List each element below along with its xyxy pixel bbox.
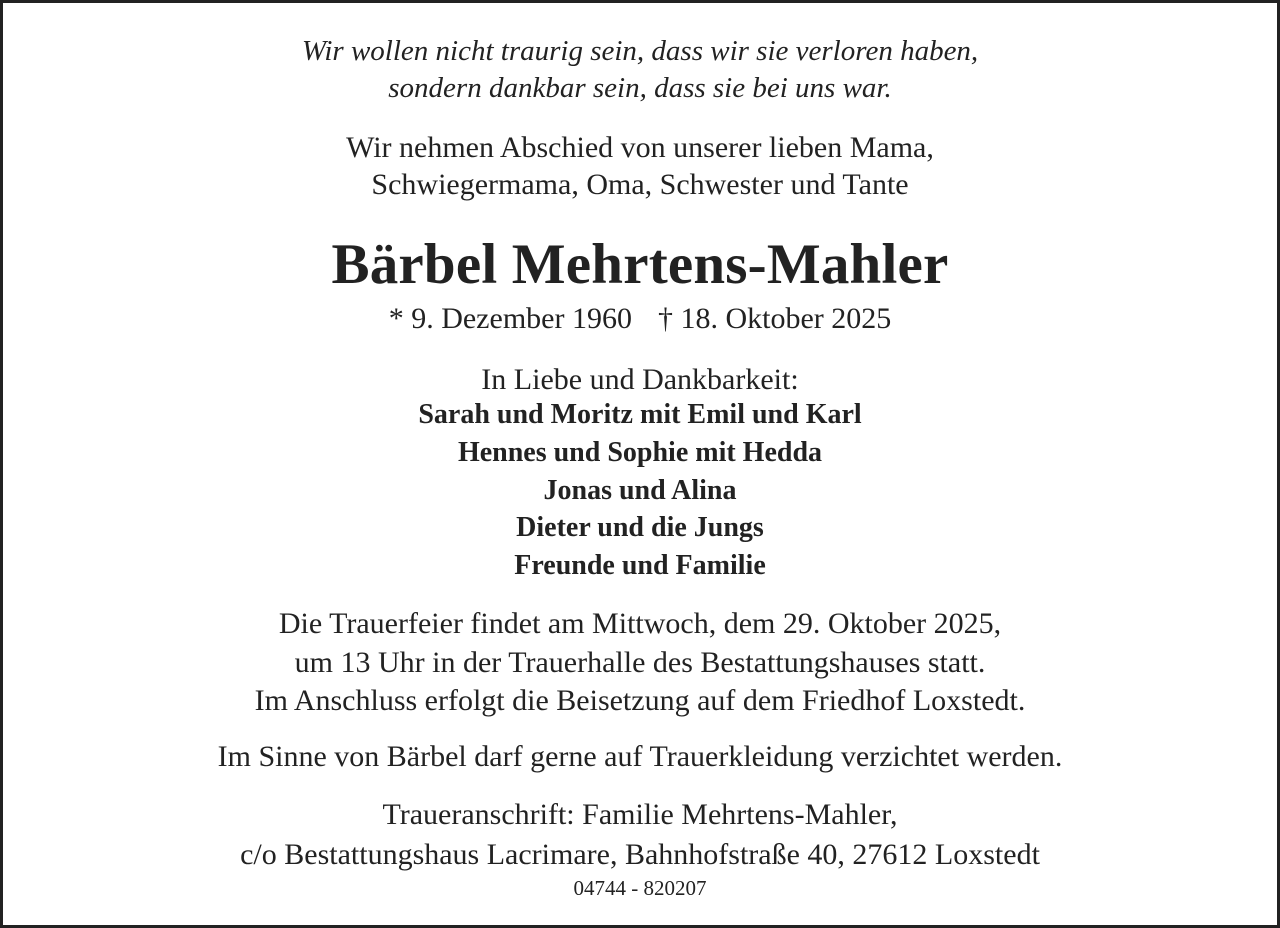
ceremony-line-1: Die Trauerfeier findet am Mittwoch, dem 29. Oktober 2025, <box>278 607 1002 640</box>
phone-number: 04744 - 820207 <box>573 876 707 900</box>
deceased-name: Bärbel Mehrtens-Mahler <box>331 233 949 296</box>
dress-note: Im Sinne von Bärbel darf gerne auf Trauerkleidung verzichtet werden. <box>217 740 1063 773</box>
intro-line-2: Schwiegermama, Oma, Schwester und Tante <box>371 168 909 201</box>
quote-line-1: Wir wollen nicht traurig sein, dass wir sie verloren haben, <box>301 35 979 67</box>
mourner-line-2: Hennes und Sophie mit Hedda <box>457 437 823 468</box>
birth-date: * 9. Dezember 1960 <box>388 302 632 335</box>
life-dates <box>3 304 1277 334</box>
ceremony-line-3: Im Anschluss erfolgt die Beisetzung auf dem Friedhof Loxstedt. <box>254 684 1026 717</box>
mourners-intro: In Liebe und Dankbarkeit: <box>481 363 799 396</box>
address-line-2: c/o Bestattungshaus Lacrimare, Bahnhofstraße 40, 27612 Loxstedt <box>240 838 1040 871</box>
ceremony-line-2: um 13 Uhr in der Trauerhalle des Bestattungshauses statt. <box>294 646 986 679</box>
mourner-line-3: Jonas und Alina <box>543 475 737 506</box>
intro-line-1: Wir nehmen Abschied von unserer lieben Mama, <box>346 131 934 164</box>
mourner-line-4: Dieter und die Jungs <box>516 512 764 543</box>
quote-line-2: sondern dankbar sein, dass sie bei uns war. <box>388 72 892 104</box>
death-date: † 18. Oktober 2025 <box>657 302 892 335</box>
mourner-line-5: Freunde und Familie <box>514 550 766 581</box>
address-line-1: Traueranschrift: Familie Mehrtens-Mahler, <box>382 798 898 831</box>
mourner-line-1: Sarah und Moritz mit Emil und Karl <box>418 399 862 430</box>
